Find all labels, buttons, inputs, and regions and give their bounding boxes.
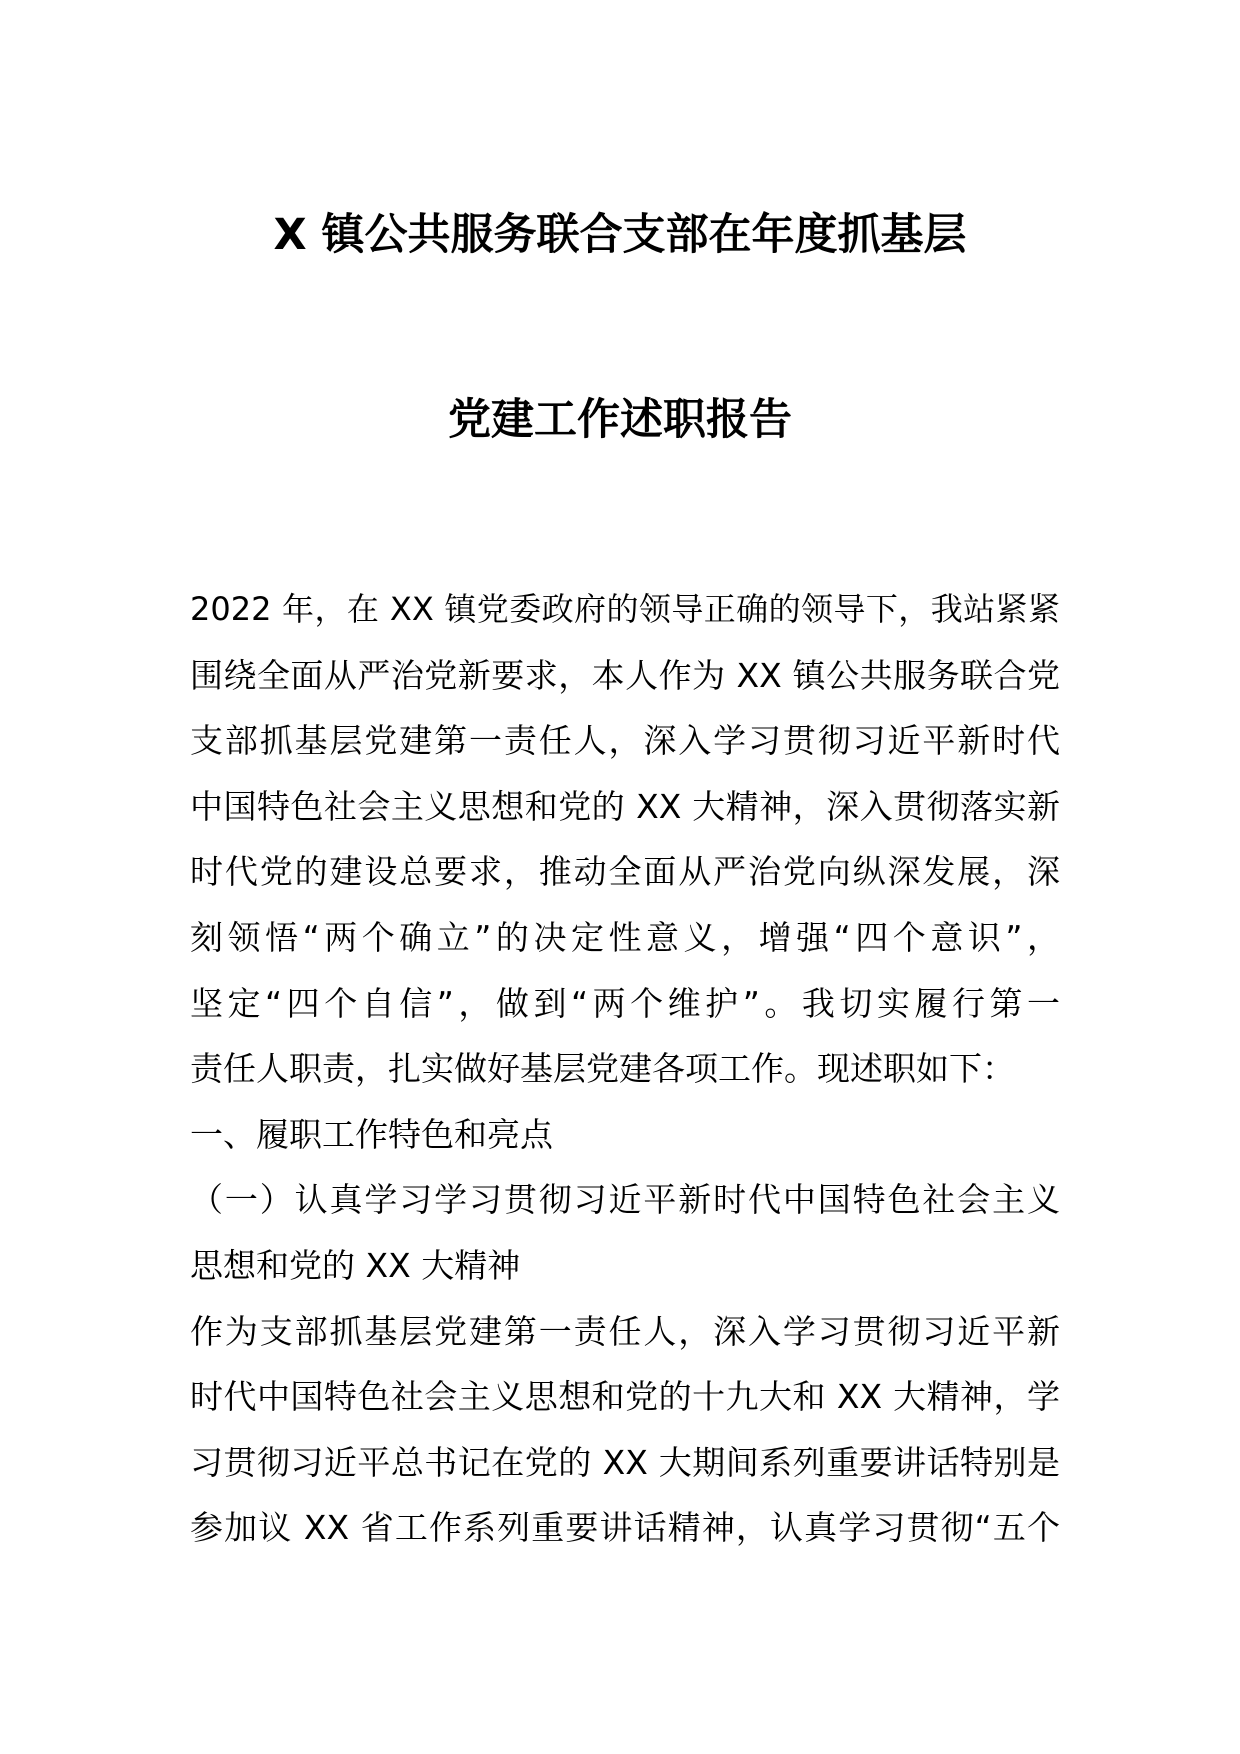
body-line: 作为支部抓基层党建第一责任人，深入学习贯彻习近平新 bbox=[190, 1311, 1060, 1351]
body-line: 责任人职责，扎实做好基层党建各项工作。现述职如下： bbox=[190, 1049, 1015, 1089]
body-line: 刻领悟“两个确立”的决定性意义，增强“四个意识”， bbox=[190, 917, 1060, 957]
subsection-heading-cont: 思想和党的 XX 大精神 bbox=[190, 1245, 521, 1285]
body-line: 参加议 XX 省工作系列重要讲话精神，认真学习贯彻“五个 bbox=[190, 1508, 1060, 1548]
document-title-line-2: 党建工作述职报告 bbox=[448, 395, 792, 445]
document-title-line-1: X 镇公共服务联合支部在年度抓基层 bbox=[273, 210, 967, 260]
body-line: 围绕全面从严治党新要求，本人作为 XX 镇公共服务联合党 bbox=[190, 655, 1060, 695]
section-heading: 一、履职工作特色和亮点 bbox=[190, 1114, 553, 1154]
body-line: 支部抓基层党建第一责任人，深入学习贯彻习近平新时代 bbox=[190, 721, 1060, 761]
body-line: 2022 年，在 XX 镇党委政府的领导正确的领导下，我站紧紧 bbox=[190, 590, 1060, 628]
body-line: 坚定“四个自信”，做到“两个维护”。我切实履行第一 bbox=[190, 983, 1060, 1023]
body-line: 中国特色社会主义思想和党的 XX 大精神，深入贯彻落实新 bbox=[190, 786, 1060, 826]
document-body bbox=[190, 577, 1060, 1561]
body-line: 时代党的建设总要求，推动全面从严治党向纵深发展，深 bbox=[190, 852, 1060, 892]
body-line: 习贯彻习近平总书记在党的 XX 大期间系列重要讲话特别是 bbox=[190, 1442, 1060, 1482]
subsection-heading: （一）认真学习学习贯彻习近平新时代中国特色社会主义 bbox=[190, 1180, 1060, 1220]
body-line: 时代中国特色社会主义思想和党的十九大和 XX 大精神，学 bbox=[190, 1377, 1060, 1417]
